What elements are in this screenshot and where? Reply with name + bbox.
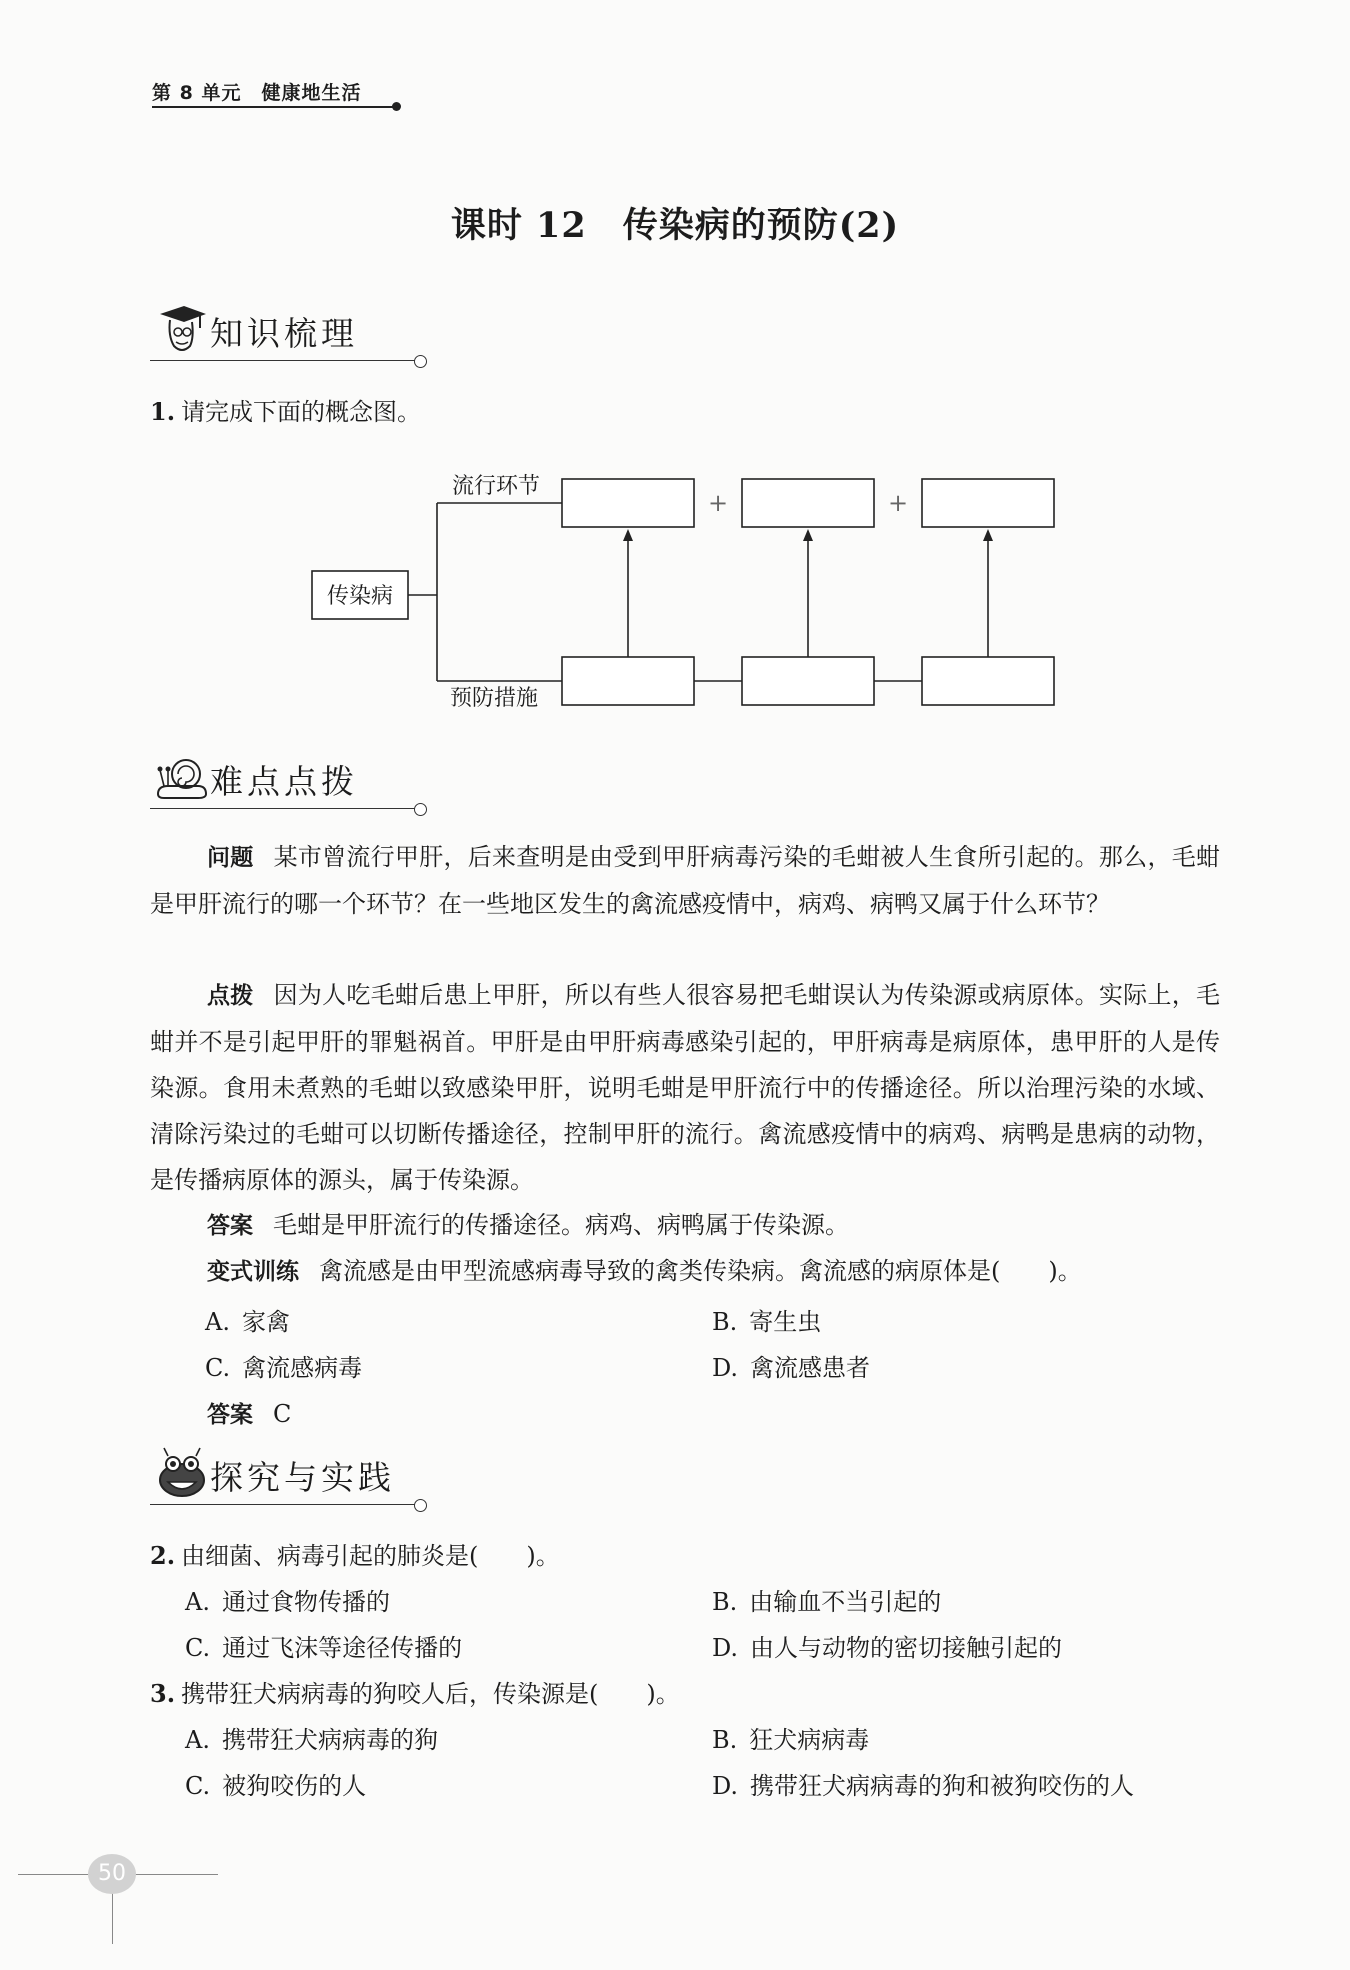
question-text: 携带狂犬病病毒的狗咬人后，传染源是( )。 [181,1680,680,1708]
question-number: 1. [150,397,176,426]
measure-box-3 [922,657,1054,705]
q3-option-c: C. 被狗咬伤的人 [185,1772,367,1800]
question-text: 由细菌、病毒引起的肺炎是( )。 [181,1542,560,1570]
section-difficulties [150,748,440,818]
page-number: 50 [88,1854,136,1894]
smiling-bug-icon [154,1446,210,1502]
problem-paragraph [150,834,1220,927]
lesson-title: 课时 12 传染病的预防(2) [450,205,900,246]
header-rule-dot [392,102,401,111]
answer-text: C [273,1400,292,1428]
section-rule-end [414,355,427,368]
problem-text: 某市曾流行甲肝，后来查明是由受到甲肝病毒污染的毛蚶被人生食所引起的。那么，毛蚶是甲肝流行的哪一个环节？在一些地区发生的禽流感疫情中，病鸡、病鸭又属于什么环节？ [150,843,1221,918]
section-rule [150,808,416,809]
question-1 [150,392,421,427]
variant-option-c: C. 禽流感病毒 [205,1354,363,1382]
snail-icon [154,750,210,806]
q3-option-b: B. 狂犬病病毒 [712,1726,870,1754]
q3-option-d: D. 携带狂犬病病毒的狗和被狗咬伤的人 [712,1772,1135,1800]
problem-label: 问题 [207,845,254,871]
hint-text: 因为人吃毛蚶后患上甲肝，所以有些人很容易把毛蚶误认为传染源或病原体。实际上，毛蚶并不是引起甲肝的罪魁祸首。甲肝是由甲肝病毒感染引起的，甲肝病毒是病原体，患甲肝的人是传染源。食用未煮熟的毛蚶以致感染甲肝，说明毛蚶是甲肝流行中的传播途径。所以治理污染的水域、清除污染过的毛蚶可以切断传播途径，控制甲肝的流行。禽流感疫情中的病鸡、病鸭是患病的动物，是传播病原体的源头，属于传染源。 [150,981,1221,1194]
section-rule-end [414,803,427,816]
concept-map [300,465,1070,725]
measure-box-2 [742,657,874,705]
section-label: 探究与实践 [210,1458,395,1497]
hint-label: 点拨 [207,983,254,1009]
hint-paragraph [150,972,1220,1203]
variant-paragraph [150,1248,1220,1295]
top-branch-label: 流行环节 [452,474,541,499]
q2-option-c: C. 通过飞沫等途径传播的 [185,1634,463,1662]
q2-option-d: D. 由人与动物的密切接触引起的 [712,1634,1063,1662]
answer-label: 答案 [207,1213,253,1239]
section-practice [150,1444,440,1514]
variant-option-a: A. 家禽 [205,1308,290,1336]
root-label: 传染病 [326,584,394,609]
stage-box-1 [562,479,694,527]
variant-option-b: B. 寄生虫 [712,1308,822,1336]
arrow-1-head [623,529,633,541]
question-3 [150,1674,680,1709]
bottom-branch-label: 预防措施 [450,686,539,711]
arrow-2-head [803,529,813,541]
section-label: 知识梳理 [210,314,358,353]
answer-paragraph [150,1202,1220,1249]
q2-option-b: B. 由输血不当引起的 [712,1588,942,1616]
arrow-3-head [983,529,993,541]
stage-box-2 [742,479,874,527]
stage-box-3 [922,479,1054,527]
q2-option-a: A. 通过食物传播的 [185,1588,390,1616]
answer-label: 答案 [207,1402,253,1428]
question-text: 请完成下面的概念图。 [181,398,422,426]
unit-header: 第 8 单元 健康地生活 [152,82,362,104]
section-rule [150,1504,416,1505]
question-number: 2. [150,1541,176,1570]
section-label: 难点点拨 [210,762,358,801]
variant-option-d: D. 禽流感患者 [712,1354,871,1382]
section-rule [150,360,416,361]
question-2 [150,1536,560,1571]
answer-text: 毛蚶是甲肝流行的传播途径。病鸡、病鸭属于传染源。 [273,1211,849,1239]
plus-sign-2: + [887,489,909,517]
header-rule [152,106,396,108]
section-rule-end [414,1499,427,1512]
q3-option-a: A. 携带狂犬病病毒的狗 [185,1726,438,1754]
graduate-cap-icon [154,302,210,358]
variant-label: 变式训练 [207,1259,299,1285]
variant-answer [207,1396,291,1429]
section-knowledge [150,300,440,370]
measure-box-1 [562,657,694,705]
variant-text: 禽流感是由甲型流感病毒导致的禽类传染病。禽流感的病原体是( )。 [319,1257,1082,1285]
plus-sign-1: + [707,489,729,517]
question-number: 3. [150,1679,176,1708]
